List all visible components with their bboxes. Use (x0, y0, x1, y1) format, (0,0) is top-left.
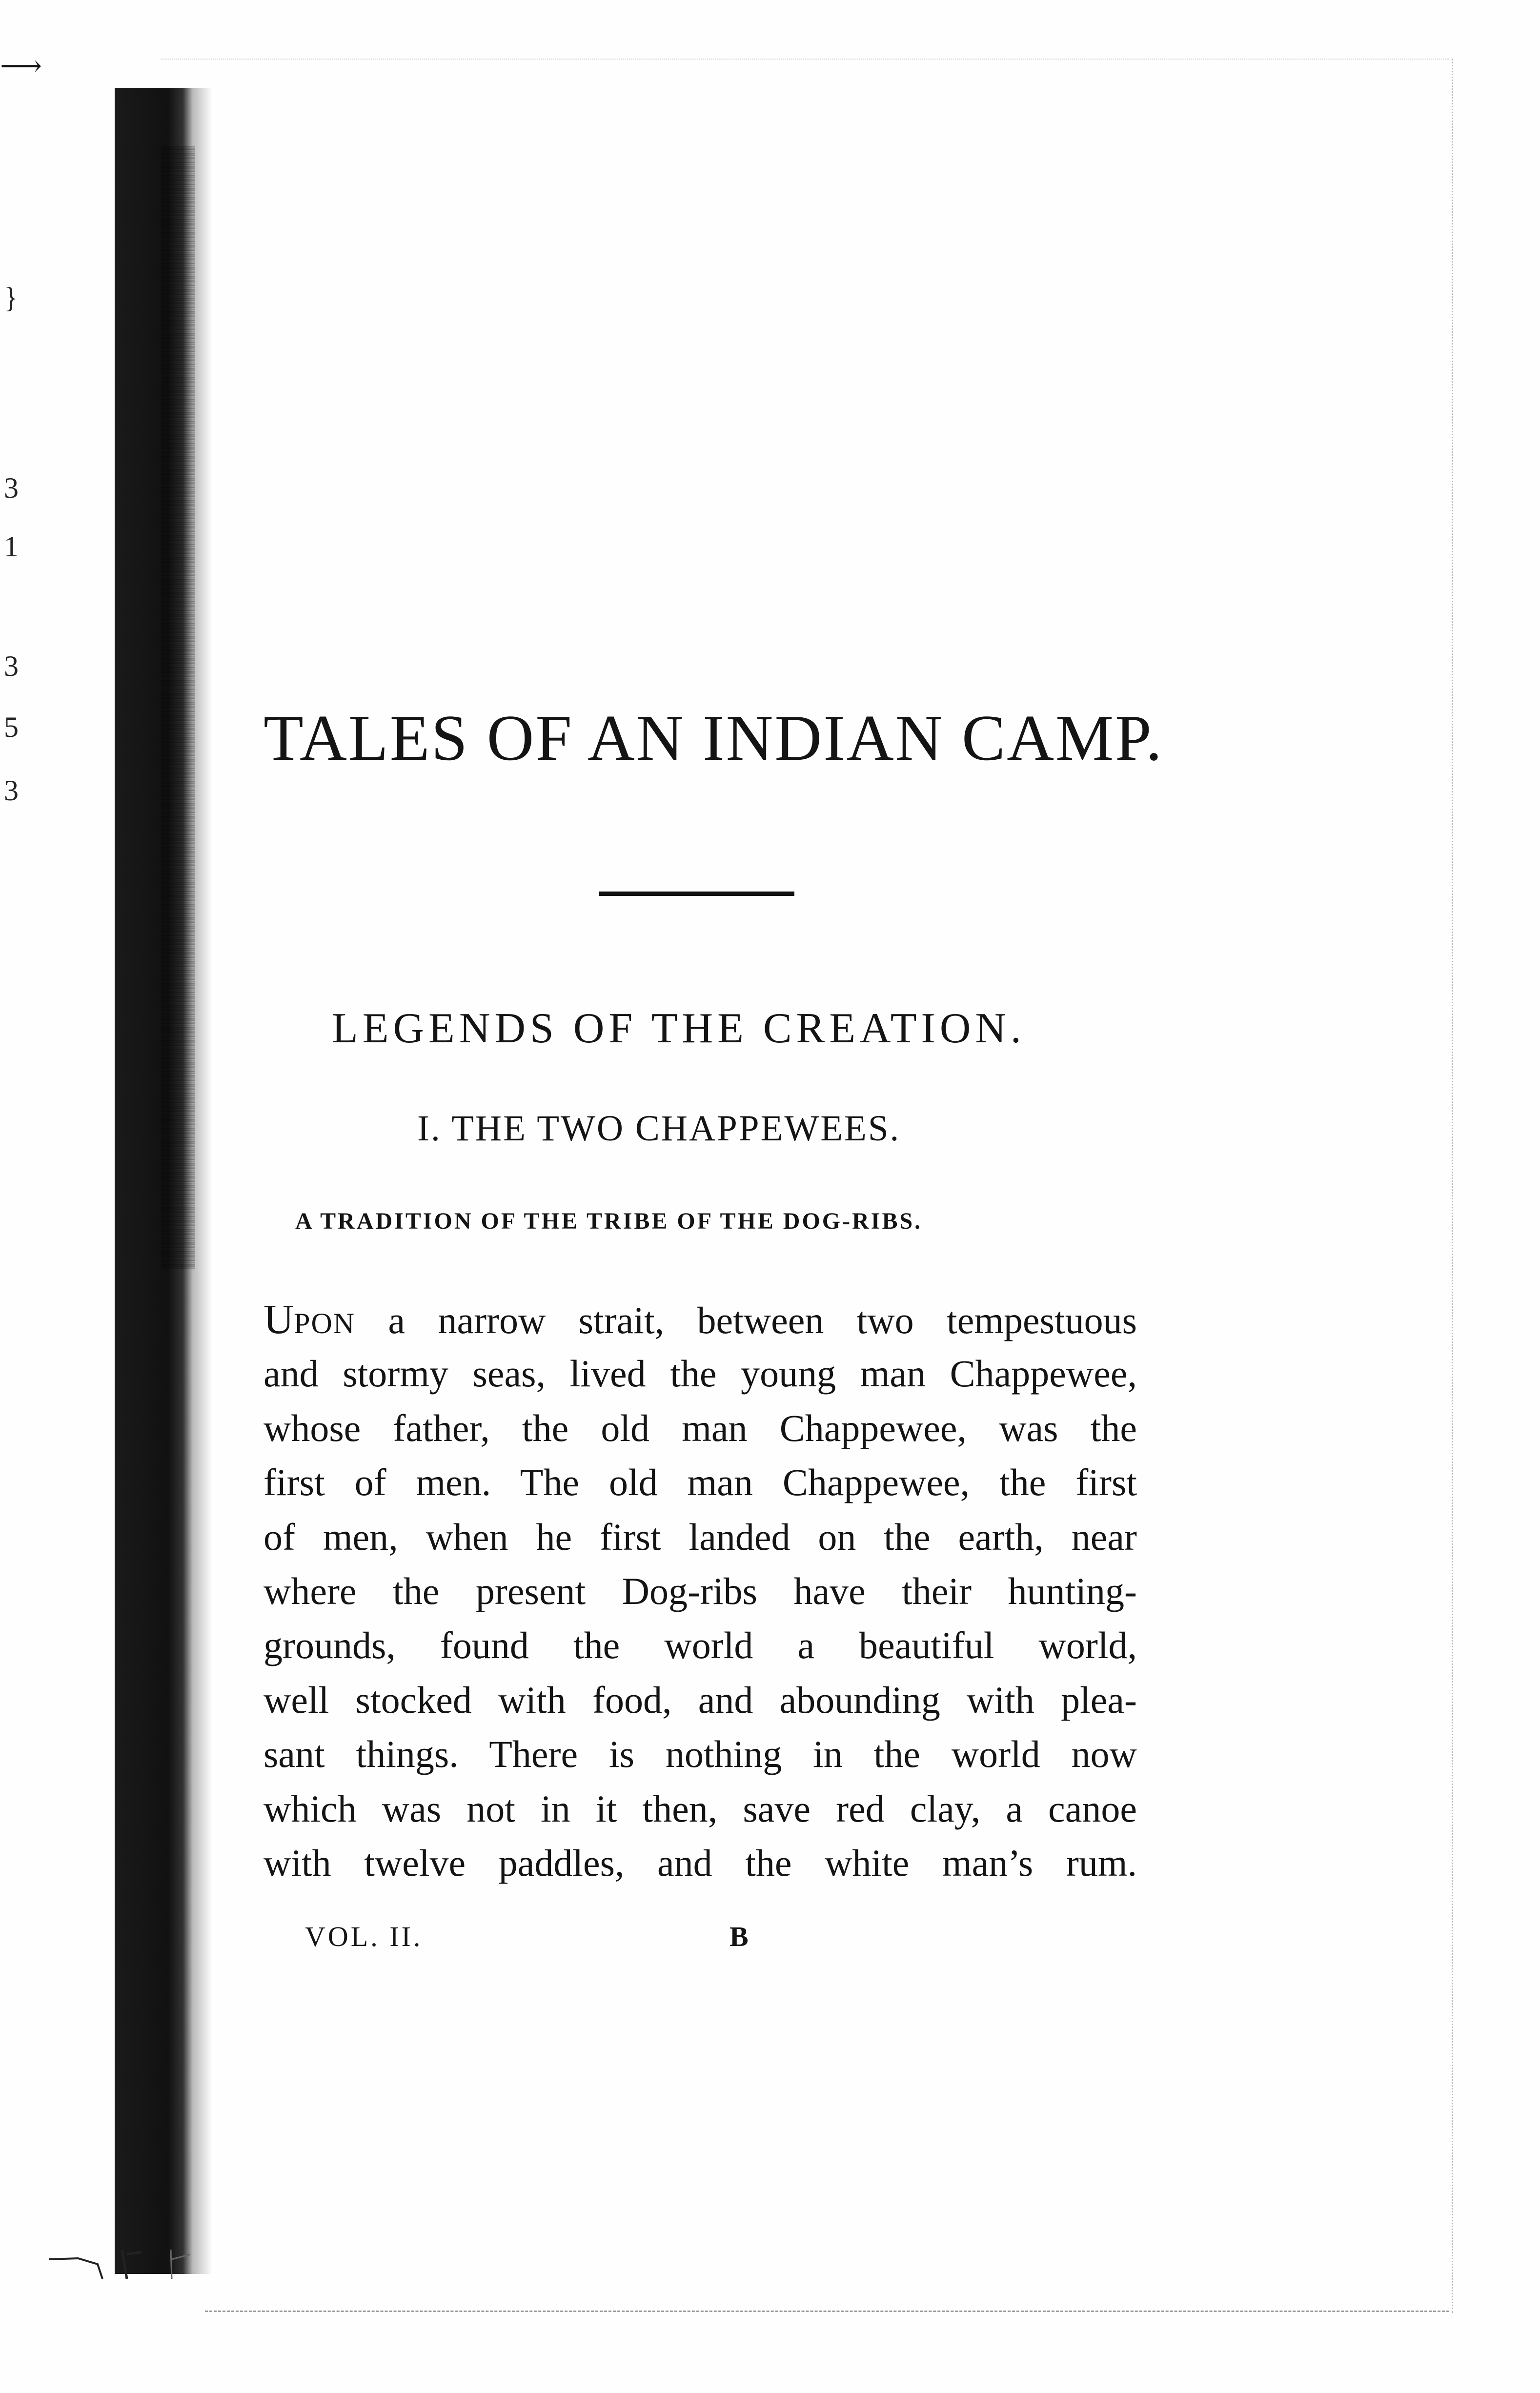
text-line (263, 1292, 1137, 1346)
text-line-content: a narrow strait, between two tempestuous (355, 1299, 1137, 1341)
body-text (263, 1292, 1137, 1890)
page-bottom-edge (205, 2311, 1449, 2312)
first-word-small-caps: PON (294, 1307, 356, 1339)
scan-artifact-icon (49, 2245, 210, 2279)
page-top-edge (161, 59, 1449, 60)
title-rule (599, 892, 794, 896)
margin-mark: } (4, 282, 18, 314)
chapter-subtitle: A TRADITION OF THE TRIBE OF THE DOG-RIBS. (295, 1208, 923, 1234)
text-line: sant things. There is nothing in the world now (263, 1733, 1137, 1776)
margin-mark: 3 (4, 472, 19, 504)
margin-mark: 1 (4, 530, 19, 563)
page-right-edge (1452, 59, 1455, 2313)
text-line: with twelve paddles, and the white man’s rum. (263, 1841, 1137, 1884)
volume-label: VOL. II. (305, 1921, 423, 1952)
signature-mark: B (729, 1921, 751, 1952)
initial-letter: U (263, 1296, 294, 1342)
text-line: whose father, the old man Chappewee, was the (263, 1406, 1137, 1449)
chapter-heading: I. THE TWO CHAPPEWEES. (417, 1108, 901, 1149)
section-heading: LEGENDS OF THE CREATION. (332, 1005, 1026, 1052)
margin-mark: 3 (4, 774, 19, 807)
text-line: where the present Dog-ribs have their hunting- (263, 1569, 1137, 1612)
text-line: well stocked with food, and abounding with plea- (263, 1678, 1137, 1721)
book-title: TALES OF AN INDIAN CAMP. (263, 702, 1164, 774)
margin-mark: 3 (4, 650, 19, 682)
text-line: of men, when he first landed on the earth, near (263, 1515, 1137, 1558)
margin-arrow-icon: ⟶ (0, 50, 42, 82)
binding-texture (161, 146, 195, 1269)
text-line: grounds, found the world a beautiful world, (263, 1624, 1137, 1667)
margin-mark: 5 (4, 711, 19, 743)
text-line: which was not in it then, save red clay, a canoe (263, 1787, 1137, 1830)
text-line: and stormy seas, lived the young man Chappewee, (263, 1352, 1137, 1395)
text-line: first of men. The old man Chappewee, the first (263, 1461, 1137, 1504)
